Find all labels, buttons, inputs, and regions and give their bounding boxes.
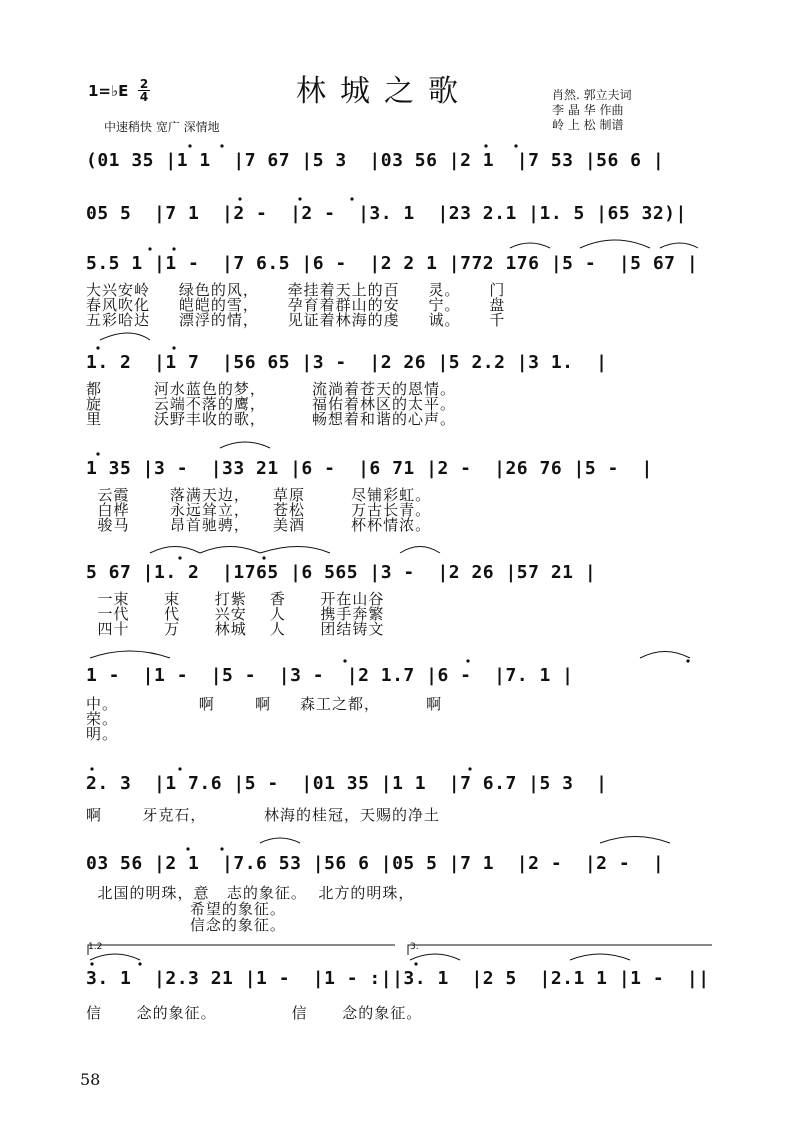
lyric-line: 白桦 永远耸立， 苍松 万古长青。	[86, 501, 432, 519]
volta-third-bracket	[408, 945, 712, 955]
slur	[510, 243, 550, 248]
octave-dot	[350, 197, 353, 200]
lyric-line: 信念的象征。	[86, 916, 286, 934]
slur	[260, 547, 330, 554]
octave-dot	[178, 556, 181, 559]
slur	[580, 240, 650, 248]
octave-dot	[298, 197, 301, 200]
volta-third-label: 3.	[410, 942, 419, 952]
octave-dot	[466, 659, 469, 662]
score-system-9: 03 56 |2 1 |7.6 53 |56 6 |05 5 |7 1 |2 - |2 - |	[86, 853, 665, 874]
octave-dot	[484, 144, 487, 147]
lyric-line: 中。 啊 啊 森工之都， 啊	[86, 695, 443, 713]
lyric-line: 信 念的象征。 信 念的象征。	[86, 1004, 423, 1022]
score-system-1: (01 35 |1 1 |7 67 |5 3 |03 56 |2 1 |7 53 |56 6 |	[86, 150, 665, 171]
octave-dot	[138, 962, 141, 965]
score-system-3: 5.5 1 |1 - |7 6.5 |6 - |2 2 1 |772 176 |5 - |5 67 |	[86, 253, 699, 274]
octave-dot	[686, 659, 689, 662]
score-system-6: 5 67 |1. 2 |1765 |6 565 |3 - |2 26 |57 21 |	[86, 562, 597, 583]
slur	[640, 652, 690, 659]
octave-dot	[188, 144, 191, 147]
score-system-10: 3. 1 |2.3 21 |1 - |1 - :||3. 1 |2 5 |2.1 1 |1 - ||	[86, 968, 710, 989]
octave-dot	[178, 767, 181, 770]
octave-dot	[468, 767, 471, 770]
slur	[90, 954, 140, 960]
lyric-line: 明。	[86, 725, 119, 743]
time-signature-top: 2	[139, 77, 149, 91]
lyric-line: 旋 云端不落的鹰， 福佑着林区的太平。	[86, 395, 457, 413]
lyric-line: 大兴安岭 绿色的风， 牵挂着天上的百 灵。 门	[86, 281, 506, 299]
slur	[410, 954, 460, 960]
slur	[150, 547, 200, 554]
slur	[200, 547, 260, 554]
octave-dot	[343, 659, 346, 662]
octave-dot	[186, 847, 189, 850]
credit-lyricist: 肖然. 郭立夫词	[552, 88, 632, 102]
lyric-line: 都 河水蓝色的梦， 流淌着苍天的恩情。	[86, 380, 457, 398]
lyric-line: 四十 万 林城 人 团结铸文	[86, 620, 385, 638]
key-signature: 1=♭E	[88, 82, 129, 100]
octave-dot	[262, 556, 265, 559]
volta-first-label: 1.2	[88, 942, 103, 952]
octave-dot	[172, 346, 175, 349]
lyric-line: 希望的象征。	[86, 900, 286, 918]
octave-dot	[90, 962, 93, 965]
score-system-8: 2. 3 |1 7.6 |5 - |01 35 |1 1 |7 6.7 |5 3 |	[86, 773, 608, 794]
slur	[600, 837, 670, 844]
slur	[570, 954, 630, 960]
lyric-line: 北国的明珠，意 志的象征。 北方的明珠，	[86, 884, 415, 902]
score-system-4: 1. 2 |1 7 |56 65 |3 - |2 26 |5 2.2 |3 1. |	[86, 352, 608, 373]
lyric-line: 荣。	[86, 710, 119, 728]
song-title: 林城之歌	[296, 74, 472, 109]
octave-dot	[90, 767, 93, 770]
slur	[660, 243, 698, 248]
octave-dot	[220, 847, 223, 850]
score-system-7: 1 - |1 - |5 - |3 - |2 1.7 |6 - |7. 1 |	[86, 665, 574, 686]
lyric-line: 啊 牙克石， 林海的桂冠，天赐的净土	[86, 806, 441, 824]
slur	[400, 547, 440, 554]
lyric-line: 一代 代 兴安 人 携手奔繁	[86, 605, 385, 623]
octave-dot	[172, 247, 175, 250]
lyric-line: 骏马 昂首驰骋， 美酒 杯杯情浓。	[86, 516, 432, 534]
credits	[552, 88, 632, 133]
lyric-line: 五彩哈达 漂浮的情， 见证着林海的虔 诚。 千	[86, 311, 506, 329]
octave-dot	[414, 962, 417, 965]
score-system-5: 1 35 |3 - |33 21 |6 - |6 71 |2 - |26 76 |5 - |	[86, 458, 653, 479]
time-signature	[138, 78, 150, 103]
octave-dot	[148, 247, 151, 250]
lyric-line: 一束 束 打紫 香 开在山谷	[86, 590, 385, 608]
lyric-line: 里 沃野丰收的歌， 畅想着和谐的心声。	[86, 410, 457, 428]
page-number: 58	[80, 1070, 101, 1089]
volta-first-bracket	[88, 945, 395, 955]
credit-composer: 李 晶 华 作曲	[552, 103, 624, 117]
lyric-line: 春风吹化 皑皑的雪， 孕育着群山的安 宁。 盘	[86, 296, 506, 314]
octave-dot	[96, 346, 99, 349]
slur	[260, 838, 300, 843]
time-signature-bottom: 4	[139, 90, 149, 104]
octave-dot	[514, 144, 517, 147]
slur	[220, 442, 270, 448]
score-system-2: 05 5 |7 1 |2 - |2 - |3. 1 |23 2.1 |1. 5 |65 32)|	[86, 203, 687, 224]
octave-dot	[238, 197, 241, 200]
slur	[90, 651, 170, 658]
credit-transcriber: 岭 上 松 制谱	[552, 118, 624, 132]
octave-dot	[220, 144, 223, 147]
lyric-line: 云霞 落满天边， 草原 尽铺彩虹。	[86, 486, 432, 504]
tempo-marking: 中速稍快 宽广 深情地	[104, 120, 220, 134]
slur	[100, 333, 150, 340]
octave-dot	[96, 452, 99, 455]
